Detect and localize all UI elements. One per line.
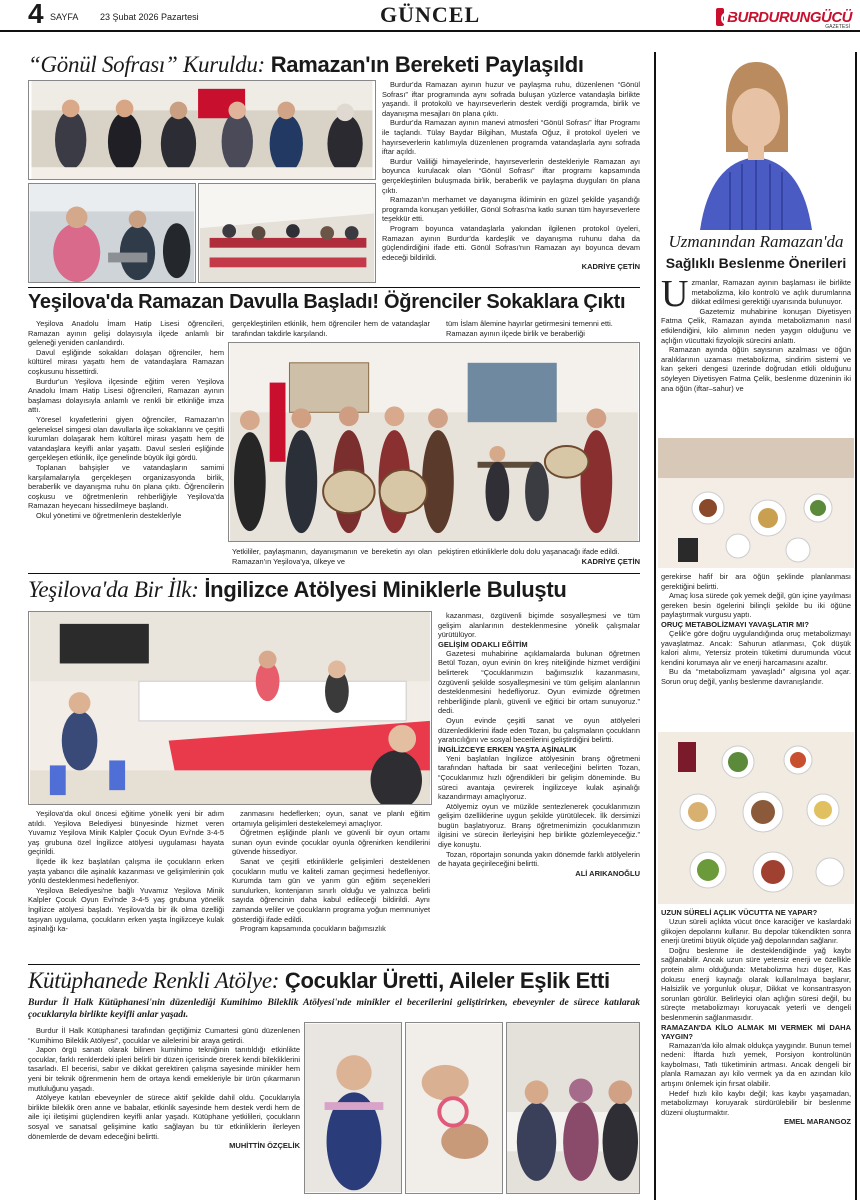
story3-paragraph: Öğretmen eşliğinde planlı ve güvenli bir oyun ortamı sunan oyun evinde çocuklar oyunla öğrenirken kendilerini güvende hissediyor. bbox=[232, 828, 430, 857]
issue-date: 23 Şubat 2026 Pazartesi bbox=[100, 12, 199, 22]
sidebar-paragraph: Uzun süreli açlıkta vücut önce karaciğer ve kaslardaki glikojen depolarını kullanır. Bu depolar tükendikten sonra enerji üretimi büyük ölçüde yağ depolarından sağlanır. bbox=[661, 917, 851, 946]
story4-photo-child-1 bbox=[304, 1022, 402, 1194]
flag-icon bbox=[716, 8, 724, 26]
newspaper-logo[interactable] bbox=[716, 6, 852, 28]
story1-photo-dining-tent bbox=[198, 183, 376, 283]
sidebar-paragraph: Amaç kısa sürede çok yemek değil, gün içine yayılması gereken besin ögelerini bilinçli şekilde bu iki öğüne paylaştırmak vurgusu yaptı. bbox=[661, 591, 851, 620]
story2-paragraph: Burdur'un Yeşilova ilçesinde eğitim veren Yeşilova Anadolu İmam Hatip Lisesi öğrencileri, Ramazan ayının başlaması dolayısıyla anlamlı ve renkli bir etkinliğe imza attı. bbox=[28, 376, 224, 415]
sidebar-body-bottom bbox=[661, 908, 851, 1126]
story3-paragraph: Atölyemiz oyun ve müzikle sentezlenerek çocuklarımızın gelişim özelliklerine uygun şekilde yürütülecek. İlk dersimizi bugün başlatıyoruz. Branş öğretmenimizin çocuklarımızın ilgisini ve sürecin ilerleyişini hep birlikte gözlemleyeceğiz.” diye konuştu. bbox=[438, 801, 640, 850]
story3-paragraph: Oyun evinde çeşitli sanat ve oyun atölyeleri düzenlediklerini ifade eden Tozan, bu çalışmaların çocukların yaratıcılığını ve sosyal becerilerini geliştirdiğini belirtti. bbox=[438, 715, 640, 745]
sidebar-subheading: RAMAZAN'DA KİLO ALMAK MI VERMEK Mİ DAHA YAYGIN? bbox=[661, 1022, 851, 1041]
story2-col3-top bbox=[438, 319, 640, 338]
story1-paragraph: Burdur Valiliği himayelerinde, hayırseverlerin destekleriyle Ramazan ayı boyunca kurulacak olan “Gönül Sofrası” iftar programı kapsamında gerçekleştirilen buluşmada birlik, beraberlik ve paylaşma duyguları ön plana çıktı. bbox=[382, 156, 640, 195]
sidebar-paragraph: gerekirse hafif bir ara öğün şeklinde planlanması gerektiğini belirtti. bbox=[661, 572, 851, 591]
story2-paragraph: Ramazan ayının ilçede birlik ve beraberliği bbox=[446, 328, 585, 338]
section-title: GÜNCEL bbox=[380, 2, 481, 27]
page-label: SAYFA bbox=[50, 12, 79, 22]
story3-paragraph: Tozan, röportajın sonunda yakın dönemde farklı atölyelerin de hayata geçirileceğini belirtti. bbox=[438, 849, 640, 869]
page-number: 4 bbox=[28, 0, 44, 29]
story3-photo-kids-table bbox=[28, 611, 432, 805]
sidebar-dropcap: U bbox=[661, 273, 689, 315]
story3-title: İngilizce Atölyesi Miniklerle Buluştu bbox=[204, 577, 567, 602]
story1-paragraph: Burdur'da Ramazan ayının huzur ve paylaşma ruhu, düzenlenen “Gönül Sofrası” iftar programında aynı sofrada buluşan yüzlerce vatandaşla birlikte yaşandı. İl protokolü ve hayırseverlerin destek verdiği programda, birlik ve dayanışma mesajları ön plana çıktı. bbox=[382, 80, 640, 118]
story2-paragraph: Okul yönetimi ve öğretmenlerin desteklerîyle bbox=[36, 510, 182, 520]
sidebar-photo-ramadan-spread bbox=[658, 732, 854, 904]
sidebar-subheading: ORUÇ METABOLİZMAYI YAVAŞLATIR MI? bbox=[661, 619, 809, 629]
sidebar-author: EMEL MARANGOZ bbox=[784, 1117, 851, 1127]
story2-paragraph: Yeşilova Anadolu İmam Hatip Lisesi öğrencileri, Ramazan ayının gelişi dolayısıyla ilçede anlamlı bir geleneği yeniden canlandırdı. bbox=[28, 319, 224, 348]
story2-paragraph: Davul eşliğinde sokakları dolaşan öğrenciler, hem kültürel mirası yaşattı hem de vatandaşlara Ramazan coşkusunu hissettirdi. bbox=[28, 347, 224, 376]
sidebar-paragraph: Doğru beslenme ile desteklendiğinde yağ kaybı sağlanabilir. Ancak uzun süre yetersiz enerji ve özellikle protein alımı olduğunda: Metabolizma hızı düşer, Kas dokusu enerji kaynağı olarak kullanılmaya başlanır, Halsizlik ve yorgunluk oluşur, Dikkat ve konsantrasyon sorunları görülür. Belirleyici olan açlığın süresi değil, bu süreçte metabolizmayı koruyacak yeterli ve dengeli beslenmenin sağlanmasıdır. bbox=[661, 945, 851, 1022]
sidebar-paragraph: Hedef hızlı kilo kaybı değil; kas kaybı yaşamadan, metabolizmayı koruyarak sürdürülebilir bir beslenme düzeni oluşturmaktır. bbox=[661, 1088, 851, 1117]
story1-paragraph: Burdur'da Ramazan ayının manevi atmosferi “Gönül Sofrası” İftar Programı ile taçlandı. Tülay Baydar Bilgihan, Mustafa Oğuz, il protokol üyeleri ve hayırseverlerin katılımıyla düzenlenen programda vatandaşlarla aynı sofrada iftar açıldı. bbox=[382, 118, 640, 157]
story3-paragraph: Sanat ve çeşitli etkinliklerle gelişimleri desteklenen çocukların mutlu ve kaliteli zaman geçirmesi hedefleniyor. Kurumda tam gün ve yarım gün eğitim seçenekleri sunulurken, kontenjanın sınırlı olduğu ve yalnızca belirli sayıda öğrencinin daha kabul edileceği bildirildi. Aynı zamanda veliler ve çocukların programa yoğun memnuniyet gösterdiği ifade edildi. bbox=[232, 856, 430, 924]
story1-photo-food-service bbox=[28, 183, 196, 283]
story1-headline bbox=[28, 52, 584, 78]
story3-paragraph: Yeşilova Belediyesi'ne bağlı Yuvamız Yeşilova Minik Kalpler Çocuk Oyun Evi'nde 3-4-5 yaş grubuna yönelik İngilizce atölyesi başladı. Yeşilova'da bir ilk olma özelliği taşıyan uygulama, çocukların erken yaşta İngilizceye kulak aşinalığı ka- bbox=[28, 885, 224, 934]
logo-text: BURDURUNGÜCÜ bbox=[727, 8, 852, 26]
sidebar-paragraph: Gazetemiz muhabirine konuşan Diyetisyen Fatma Çelik, Ramazan ayında metabolizmanın nasıl etkilendiğini, kilo alımının neden yaygın olduğunu ve açlığın vücuttaki fizyolojik sürecini anlattı. bbox=[661, 306, 851, 345]
story3-col2 bbox=[232, 809, 430, 934]
story2-col2-bottom: Yetkililer, paylaşmanın, dayanışmanın ve bereketin ayı olan Ramazan'ın Yeşilova'ya, ülkeye ve bbox=[232, 547, 432, 566]
story3-paragraph: Yeni başlatılan İngilizce atölyesinin branş öğretmeni tarafından haftada bir saat verileceğini belirten Tozan, “Çocuklarımız hızlı öğrendikleri bir gelişim döneminde. Bu süreci avantaja çevirerek İngilizceye kulak aşinalığı kazandırmayı amaçlıyoruz. bbox=[438, 753, 640, 802]
story1-photo-iftar-hall bbox=[28, 80, 376, 180]
sidebar-paragraph: zmanlar, Ramazan ayının başlaması ile birlikte metabolizma, kilo kontrolü ve açlık durumlarına dikkat edilmesi gerektiği uyarısında bulunuyor. bbox=[691, 278, 851, 307]
story4-paragraph: Atölyeye katılan ebeveynler de sürece aktif şekilde dahil oldu. Çocuklarıyla birlikte bileklik ören anne ve babalar, etkinlik sayesinde hem destek verdi hem de aile içi iletişimi güçlendiren keyifli anlar yaşadı. Kütüphane yetkilileri, çocukların sosyal ve sanatsal gelişimine katkı sağlayan bu tür etkinliklerin ilerleyen dönemlerde de devam edeceğini belirtti. bbox=[28, 1093, 300, 1141]
story2-author: KADRİYE ÇETİN bbox=[581, 556, 640, 566]
story3-paragraph: kazanması, özgüvenli biçimde sosyalleşmesi ve tüm gelişim alanlarının desteklenmesine yönelik çalışmalar yürütülüyor. bbox=[438, 611, 640, 640]
sidebar-body-top bbox=[661, 273, 851, 393]
sidebar-paragraph: Çelik'e göre doğru uygulandığında oruç metabolizmayı yavaşlatmaz. Ancak: Sahurun atlanması, Çok düşük kalori alımı, Yetersiz protein tüketimi durumunda vücut kendini korumaya alır ve enerji harcamasını azaltır. bbox=[661, 628, 851, 667]
story4-author: MUHİTTİN ÖZÇELİK bbox=[229, 1141, 300, 1151]
story1-kicker: “Gönül Sofrası” Kuruldu: bbox=[28, 52, 265, 77]
story3-paragraph: Yeşilova'da okul öncesi eğitime yönelik yeni bir adım atıldı. Yeşilova Belediyesi bünyesinde hizmet veren Yuvamız Yeşilova Minik Kalpler Çocuk Oyun Evi'nde 3-4-5 yaş grubuna özel İngilizce atölyesi uygulaması hayata geçirildi. bbox=[28, 809, 224, 857]
story4-kicker: Kütüphanede Renkli Atölye: bbox=[28, 968, 280, 993]
story4-paragraph: Burdur İl Halk Kütüphanesi tarafından geçtiğimiz Cumartesi günü düzenlenen “Kumihimo Bileklik Atölyesi”, çocuklar ve ailelerini bir araya getirdi. bbox=[28, 1026, 300, 1045]
story2-col1 bbox=[28, 319, 224, 520]
story2-col2-top: gerçekleştirilen etkinlik, hem öğrenciler hem de vatandaşlar tarafından takdirle karşılandı. bbox=[232, 319, 430, 338]
story4-body bbox=[28, 1026, 300, 1150]
story2-paragraph: Yöresel kıyafetlerini giyen öğrenciler, Ramazan'ın geleneksel simgesi olan davullarla ilçe sokaklarını ve çeşitli kurumları dolaşarak hem kültürel mirası yaşattı hem de vatandaşlara keyifli anlar yaşattı. Davul sesleri eşliğinde gerçekleşen etkinlik, ilçe genelinde büyük ilgi gördü. bbox=[28, 414, 224, 463]
story3-subheading: GELİŞİM ODAKLI EĞİTİM bbox=[438, 639, 528, 649]
story4-spot: Burdur İl Halk Kütüphanesi'nin düzenlediği Kumihimo Bileklik Atölyesi'nde minikler el becerilerini geliştirirken, ebeveynler de sürece katılarak çocuklarıyla birlikte keyifli anlar yaşadı. bbox=[28, 997, 640, 1020]
story3-paragraph: Program kapsamında çocukların bağımsızlık bbox=[240, 924, 386, 934]
sidebar-photo-dietitian bbox=[660, 52, 852, 230]
sidebar-subheading: UZUN SÜRELİ AÇLIK VÜCUTTA NE YAPAR? bbox=[661, 908, 818, 917]
divider bbox=[28, 964, 640, 965]
story2-paragraph: tüm İslam âlemine hayırlar getirmesini temenni etti. bbox=[446, 319, 613, 328]
story1-author: KADRİYE ÇETİN bbox=[581, 262, 640, 272]
divider bbox=[28, 287, 640, 288]
story1-paragraph: Ramazan'ın merhamet ve dayanışma ikliminin en güzel şekilde yaşandığı programda konuşan yetkililer, Gönül Sofrası'na katkı sunan tüm hayırseverlere teşekkür etti. bbox=[382, 195, 640, 224]
sidebar-paragraph: Ramazan'da kilo almak oldukça yaygındır. Bunun temel nedeni: İftarda hızlı yemek, Porsiyon kontrolünün kaybolması, Tatlı tüketiminin artması. Ancak dengeli bir planla Ramazan ayı kilo vermek ya da en azından kilo artışını önlemek için fırsat olabilir. bbox=[661, 1040, 851, 1088]
story2-col3-bottom bbox=[438, 547, 640, 566]
sidebar-title-line1: Uzmanından Ramazan'da bbox=[668, 232, 844, 251]
logo-subtext: GAZETESİ bbox=[825, 24, 850, 30]
story4-paragraph: Japon örgü sanatı olarak bilinen kumihimo tekniğinin tanıtıldığı etkinlikte çocuklar, farklı renklerdeki ipleri belirli bir düzen içerisinde örerek kendi bilekliklerini tasarladı. El becerisi, sabır ve dikkat gerektiren çalışma sayesinde minikler hem yeni bir teknik öğrenmenin hem de ortaya kendi emekleriyle bir ürün çıkarmanın mutluluğunu yaşadı. bbox=[28, 1045, 300, 1093]
story2-paragraph: pekiştiren etkinliklerle dolu dolu yaşanacağı ifade edildi. bbox=[438, 547, 620, 556]
story4-headline bbox=[28, 968, 610, 994]
story1-body bbox=[382, 80, 640, 271]
story3-col1 bbox=[28, 809, 224, 934]
story3-kicker: Yeşilova'da Bir İlk: bbox=[28, 577, 199, 602]
story3-author: ALİ ARIKANOĞLU bbox=[575, 868, 640, 878]
story4-photo-hands bbox=[405, 1022, 503, 1194]
story1-paragraph: Program boyunca vatandaşlarla yakından ilgilenen protokol üyeleri, Ramazan ayının Burdur'da kardeşlik ve dayanışma ruhunu daha da güçlendirdiğini ifade etti. Gönül Sofrası'nın Ramazan ayı boyunca devam edeceği bildirildi. bbox=[382, 223, 640, 262]
divider bbox=[28, 573, 640, 574]
story3-col3 bbox=[438, 611, 640, 878]
story3-paragraph: zanmasını hedeflerken; oyun, sanat ve planlı eğitim ortamıyla gelişimleri destekelemeyi amaçlıyor. bbox=[232, 809, 430, 828]
story3-headline bbox=[28, 577, 567, 603]
story4-title: Çocuklar Üretti, Aileler Eşlik Etti bbox=[284, 968, 610, 993]
story2-headline: Yeşilova'da Ramazan Davulla Başladı! Öğrenciler Sokaklara Çıktı bbox=[28, 291, 626, 313]
sidebar-border-right bbox=[855, 52, 857, 1200]
sidebar-paragraph: Ramazan ayında öğün sayısının azalması ve öğün aralıklarının uzaması metabolizma, sindirim sistemi ve kan şekeri dengesi üzerinde doğrudan etkili olduğunu söyleyen Diyetisyen Fatma Çelik, beslenme düzeninin iki ana öğün (iftar–sahur) ve bbox=[661, 345, 851, 393]
story1-title: Ramazan'ın Bereketi Paylaşıldı bbox=[270, 52, 584, 77]
sidebar-photo-iftar-table bbox=[658, 438, 854, 568]
story3-paragraph: Gazetesi muhabirine açıklamalarda bulunan öğretmen Betül Tozan, oyun evinin ön kreş niteliğinde hizmet verdiğini belirterek “Çocuklarımızın bağımsızlık kazanmasını, özgüvenli şekilde sosyalleşmesini ve tüm gelişim alanlarının desteklenmesini hedefliyoruz. Oyun evimizde öğretmen rehberliğinde planlı, güvenli ve eğitici bir ortam sunuyoruz.” dedi. bbox=[438, 648, 640, 716]
sidebar-title-line2: Sağlıklı Beslenme Önerileri bbox=[665, 255, 847, 271]
story4-photo-families bbox=[506, 1022, 640, 1194]
story2-photo-drummers bbox=[228, 342, 640, 542]
story2-paragraph: Toplanan bahşişler ve vatandaşların samimi karşılamalarıyla gerçekleşen organizasyonda birlik, beraberlik ve dayanışma ruhu ön plana çıktı. Öğrencilerin coşkusu ve öğretmenlerin rehberliğiyle Yeşilova'da Ramazan heyecanı hissedilmeye başlandı. bbox=[28, 462, 224, 511]
sidebar-border-left bbox=[654, 52, 656, 1200]
sidebar-paragraph: Bu da “metabolizmam yavaşladı” algısına yol açar. Sorun oruç değil, yanlış beslenme davranışlarıdır. bbox=[661, 667, 851, 686]
story3-paragraph: İlçede ilk kez başlatılan çalışma ile çocukların erken yaşta yabancı dile aşinalık kazanması ve gelişimlerinin çok yönlü desteklenmesi hedefleniyor. bbox=[28, 856, 224, 886]
story3-subheading: İNGİLİZCEYE ERKEN YAŞTA AŞİNALIK bbox=[438, 744, 577, 754]
sidebar-body-mid bbox=[661, 572, 851, 687]
